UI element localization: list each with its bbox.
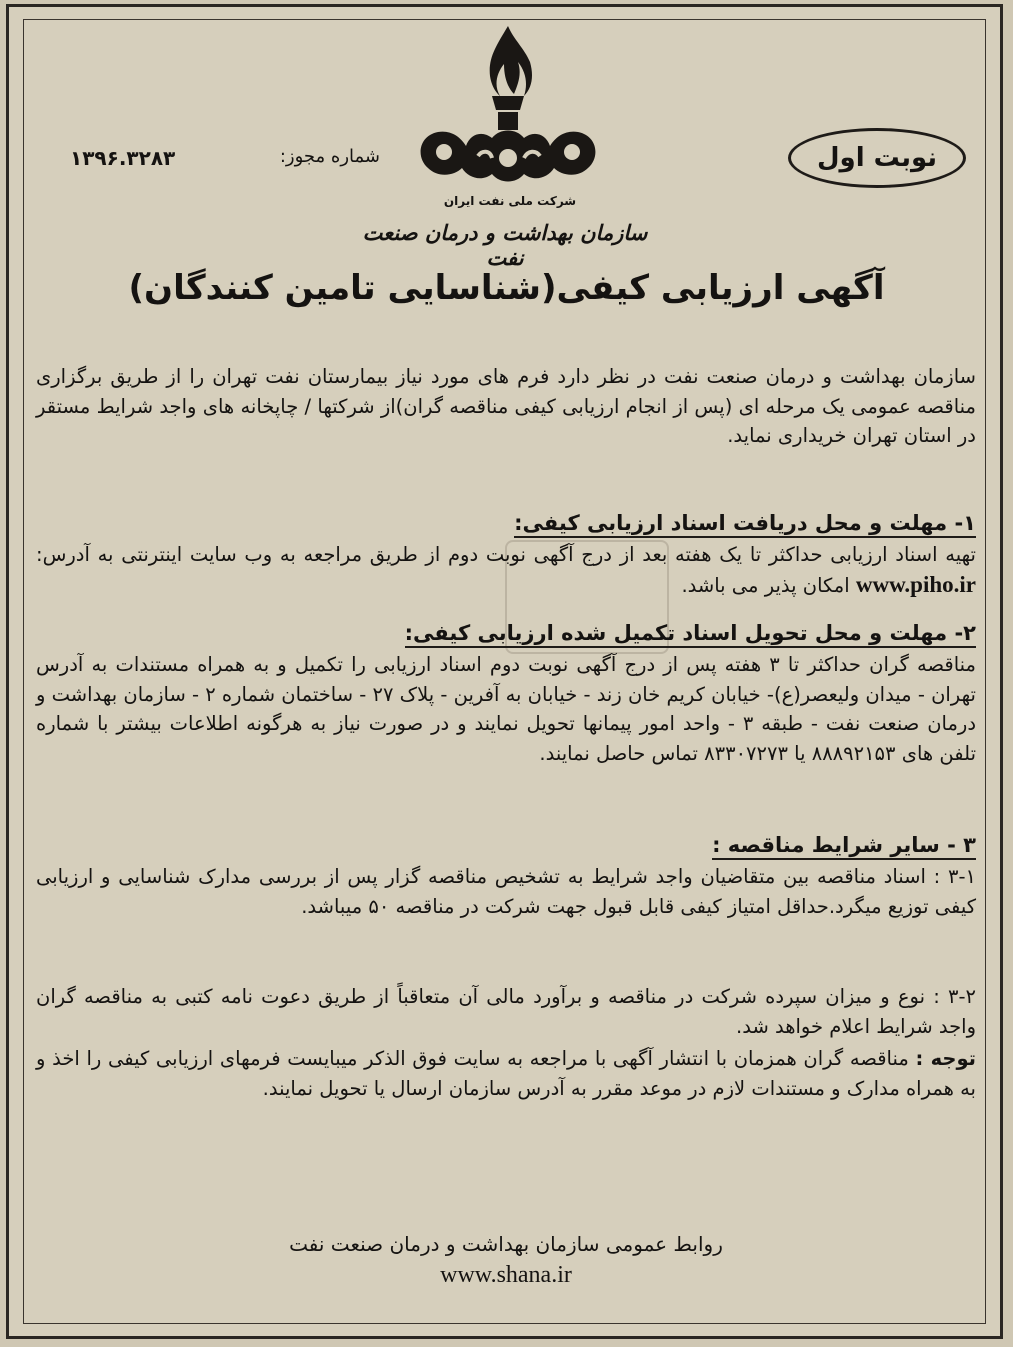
section-3-heading [36, 830, 976, 860]
shana-link[interactable]: www.shana.ir [440, 1262, 572, 1288]
page-title: آگهی ارزیابی کیفی(شناسایی تامین کنندگان) [128, 268, 885, 308]
section-1-paragraph [36, 540, 976, 600]
section-3-item-2: ۳-۲ : نوع و میزان سپرده شرکت در مناقصه و برآورد مالی آن متعاقباً از طریق دعوت نامه کتبی به مناقصه گران واجد شرایط اعلام خواهد شد. [36, 985, 976, 1038]
section-1-text-after: امکان پذیر می باشد. [681, 573, 850, 597]
piho-link[interactable]: www.piho.ir [855, 571, 976, 597]
section-1-title: ۱- مهلت و محل دریافت اسناد ارزیابی کیفی: [514, 511, 976, 538]
permit-info [70, 146, 380, 170]
section-3-title: ۳ - سایر شرایط مناقصه : [712, 833, 976, 860]
permit-number: ۱۳۹۶.۳۲۸۳ [70, 146, 176, 170]
section-3-item-1: ۳-۱ : اسناد مناقصه بین متقاضیان واجد شرایط به تشخیص مناقصه گزار پس از بررسی مدارک شناسایی و ارزیابی کیفی توزیع میگرد.حداقل امتیاز کیفی قابل قبول جهت شرکت در مناقصه ۵۰ میباشد. [36, 865, 976, 918]
note-paragraph [36, 1044, 976, 1103]
footer-public-relations: روابط عمومی سازمان بهداشت و درمان صنعت نفت [289, 1232, 723, 1256]
nioc-logo-icon [408, 18, 608, 203]
permit-label: شماره مجوز: [279, 146, 380, 167]
note-text: مناقصه گران همزمان با انتشار آگهی با مراجعه به سایت فوق الذکر میبایست فرمهای ارزیابی کیفی را اخذ و به همراه مدارک و مستندات لازم در موعد مقرر به آدرس سازمان ارسال یا تحویل نمایند. [36, 1047, 976, 1100]
round-badge: نوبت اول [788, 128, 966, 188]
section-2-heading [36, 618, 976, 648]
company-name: شرکت ملی نفت ایران [443, 194, 577, 208]
section-2-paragraph: مناقصه گران حداکثر تا ۳ هفته پس از درج آگهی نوبت دوم اسناد ارزیابی را تکمیل و به همراه مستندات به آدرس تهران - میدان ولیعصر(ع)- خیابان کریم خان زند - خیابان به آفرین - پلاک ۲۷ - ساختمان شماره ۲ - سازمان بهداشت و درمان صنعت نفت - طبقه ۳ - واحد امور پیمانها تحویل نمایند و در صورت نیاز به هرگونه اطلاعات بیشتر با شماره تلفن های ۸۸۸۹۲۱۵۳ یا ۸۳۳۰۷۲۷۳ تماس حاصل نمایند. [36, 653, 976, 765]
section-1-heading [36, 508, 976, 538]
note-label: توجه : [915, 1047, 977, 1070]
organization-name: سازمان بهداشت و درمان صنعت نفت [362, 220, 648, 270]
intro-paragraph: سازمان بهداشت و درمان صنعت نفت در نظر دارد فرم های مورد نیاز بیمارستان نفت تهران را از طریق برگزاری مناقصه عمومی یک مرحله ای (پس از انجام ارزیابی کیفی مناقصه گران)از شرکتها / چاپخانه های واجد شرایط مستقر در استان تهران خریداری نماید. [36, 365, 976, 447]
section-1-text-before: تهیه اسناد ارزیابی حداکثر تا یک هفته بعد از درج آگهی نوبت دوم از طریق مراجعه به وب سایت اینترنتی به آدرس: [36, 543, 976, 566]
section-2-title: ۲- مهلت و محل تحویل اسناد تکمیل شده ارزیابی کیفی: [405, 621, 976, 648]
